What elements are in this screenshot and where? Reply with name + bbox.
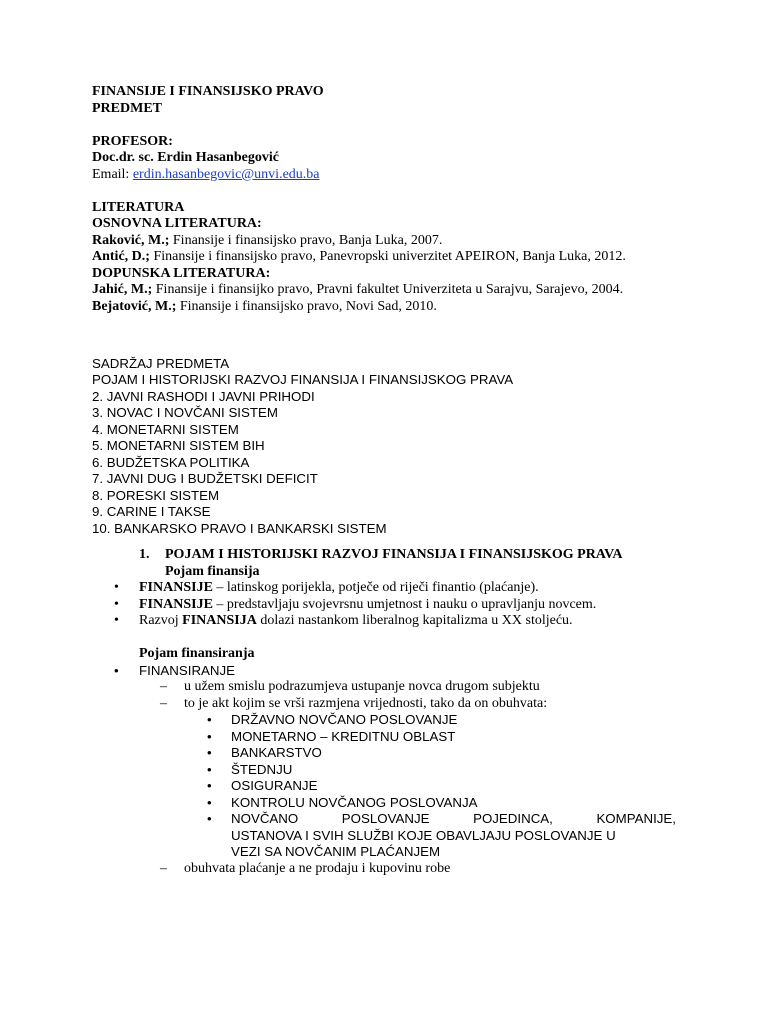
list-item: [92, 613, 676, 630]
list-item: [92, 597, 676, 614]
sub-list-item: [92, 729, 676, 746]
document-title: FINANSIJE I FINANSIJSKO PRAVO: [92, 84, 324, 99]
sub-list-item: [92, 811, 676, 861]
contents-item: 9. CARINE I TAKSE: [92, 504, 211, 519]
bullet-marker: •: [114, 596, 119, 612]
list-item: [92, 663, 676, 680]
sub-list-text: ŠTEDNJU: [231, 761, 293, 777]
bullet-marker: •: [207, 761, 212, 777]
sub-list-text: BANKARSTVO: [231, 745, 322, 760]
literature-author: Jahić, M.;: [92, 282, 153, 297]
document-subtitle: PREDMET: [92, 100, 162, 116]
sub-list-text: NOVČANO POSLOVANJE POJEDINCA, KOMPANIJE,: [231, 811, 676, 826]
term: FINANSIJA: [182, 613, 257, 628]
dash-marker: –: [160, 695, 167, 711]
definition: – latinskog porijekla, potječe od riječi finantio (plaćanje).: [212, 580, 539, 595]
bullet-marker: •: [114, 613, 119, 628]
bullet-marker: •: [207, 745, 212, 760]
literature-text: Finansije i finansijsko pravo, Novi Sad, 2010.: [176, 298, 437, 314]
email-line: [92, 167, 676, 184]
term: FINANSIJE: [139, 580, 213, 595]
literature-text: Finansije i finansijko pravo, Pravni fakultet Univerziteta u Sarajvu, Sarajevo, 2004.: [152, 282, 624, 297]
professor-heading: PROFESOR:: [92, 133, 173, 149]
email-label: Email:: [92, 166, 133, 182]
dash-marker: –: [160, 679, 167, 694]
literature-author: Raković, M.;: [92, 232, 170, 248]
sub-list-text: KONTROLU NOVČANOG POSLOVANJA: [231, 794, 478, 810]
definition: dolazi nastankom liberalnog kapitalizma u XX stoljeću.: [256, 613, 573, 628]
term: FINANSIJE: [139, 596, 213, 612]
subsection-heading: Pojam finansija: [165, 563, 260, 579]
literature-entry: [92, 233, 676, 250]
bullet-marker: •: [114, 662, 119, 678]
bullet-marker: •: [207, 712, 212, 727]
email-link[interactable]: erdin.hasanbegovic@unvi.edu.ba: [132, 166, 320, 182]
main-literature-heading: OSNOVNA LITERATURA:: [92, 216, 262, 231]
dash-item: [92, 679, 676, 696]
document-page: [92, 84, 676, 877]
financing-term: FINANSIRANJE: [139, 662, 236, 678]
contents-item: 3. NOVAC I NOVČANI SISTEM: [92, 405, 278, 420]
dash-text: u užem smislu podrazumjeva ustupanje novca drugom subjektu: [184, 679, 540, 694]
dash-marker: –: [160, 860, 167, 876]
definition: – predstavljaju svojevrsnu umjetnost i nauku o upravljanju novcem.: [212, 596, 597, 612]
bullet-marker: •: [207, 728, 212, 744]
section-number: 1.: [139, 547, 150, 562]
contents-item: POJAM I HISTORIJSKI RAZVOJ FINANSIJA I FINANSIJSKOG PRAVA: [92, 372, 514, 387]
dash-item: [92, 861, 676, 878]
contents-item: 4. MONETARNI SISTEM: [92, 421, 239, 437]
contents-item: 6. BUDŽETSKA POLITIKA: [92, 454, 250, 470]
literature-entry: [92, 282, 676, 299]
contents-item: 2. JAVNI RASHODI I JAVNI PRIHODI: [92, 388, 315, 404]
contents-item: 5. MONETARNI SISTEM BIH: [92, 438, 265, 453]
sub-list-item: [92, 795, 676, 812]
contents-item: 7. JAVNI DUG I BUDŽETSKI DEFICIT: [92, 471, 318, 486]
contents-item: 8. PORESKI SISTEM: [92, 487, 220, 503]
sub-list-text: MONETARNO – KREDITNU OBLAST: [231, 728, 456, 744]
sub-list-text: OSIGURANJE: [231, 778, 318, 793]
sub-list-text: DRŽAVNO NOVČANO POSLOVANJE: [231, 712, 458, 727]
literature-text: Finansije i finansijsko pravo, Panevropski univerzitet APEIRON, Banja Luka, 2012.: [149, 249, 626, 264]
sub-list-text: VEZI SA NOVČANIM PLAĆANJEM: [231, 844, 441, 859]
sub-list-text: USTANOVA I SVIH SLUŽBI KOJE OBAVLJAJU POSLOVANJE U: [231, 827, 616, 843]
literature-entry: [92, 299, 676, 316]
literature-heading: LITERATURA: [92, 199, 185, 215]
dash-text: to je akt kojim se vrši razmjena vrijednosti, tako da on obuhvata:: [184, 695, 548, 711]
literature-entry: [92, 249, 676, 266]
sub-list-item: [92, 745, 676, 762]
prefix: Razvoj: [139, 613, 183, 628]
extra-literature-heading: DOPUNSKA LITERATURA:: [92, 265, 271, 281]
list-item: [92, 580, 676, 597]
subsection-heading: Pojam finansiranja: [139, 646, 255, 661]
bullet-marker: •: [207, 778, 212, 793]
sub-list-item: [92, 762, 676, 779]
contents-item: 10. BANKARSKO PRAVO I BANKARSKI SISTEM: [92, 520, 387, 536]
bullet-marker: •: [207, 811, 212, 826]
literature-author: Bejatović, M.;: [92, 298, 177, 314]
section-heading: [92, 547, 676, 564]
contents-list: [92, 356, 676, 538]
literature-text: Finansije i finansijsko pravo, Banja Luka, 2007.: [169, 232, 443, 248]
dash-item: [92, 696, 676, 713]
sub-list-item: [92, 712, 676, 729]
literature-author: Antić, D.;: [92, 249, 150, 264]
dash-text: obuhvata plaćanje a ne prodaju i kupovinu robe: [184, 860, 451, 876]
contents-heading: SADRŽAJ PREDMETA: [92, 355, 230, 371]
sub-list-item: [92, 778, 676, 795]
professor-name: Doc.dr. sc. Erdin Hasanbegović: [92, 150, 279, 165]
bullet-marker: •: [207, 794, 212, 810]
bullet-marker: •: [114, 580, 119, 595]
section-title: POJAM I HISTORIJSKI RAZVOJ FINANSIJA I FINANSIJSKOG PRAVA: [165, 547, 623, 562]
